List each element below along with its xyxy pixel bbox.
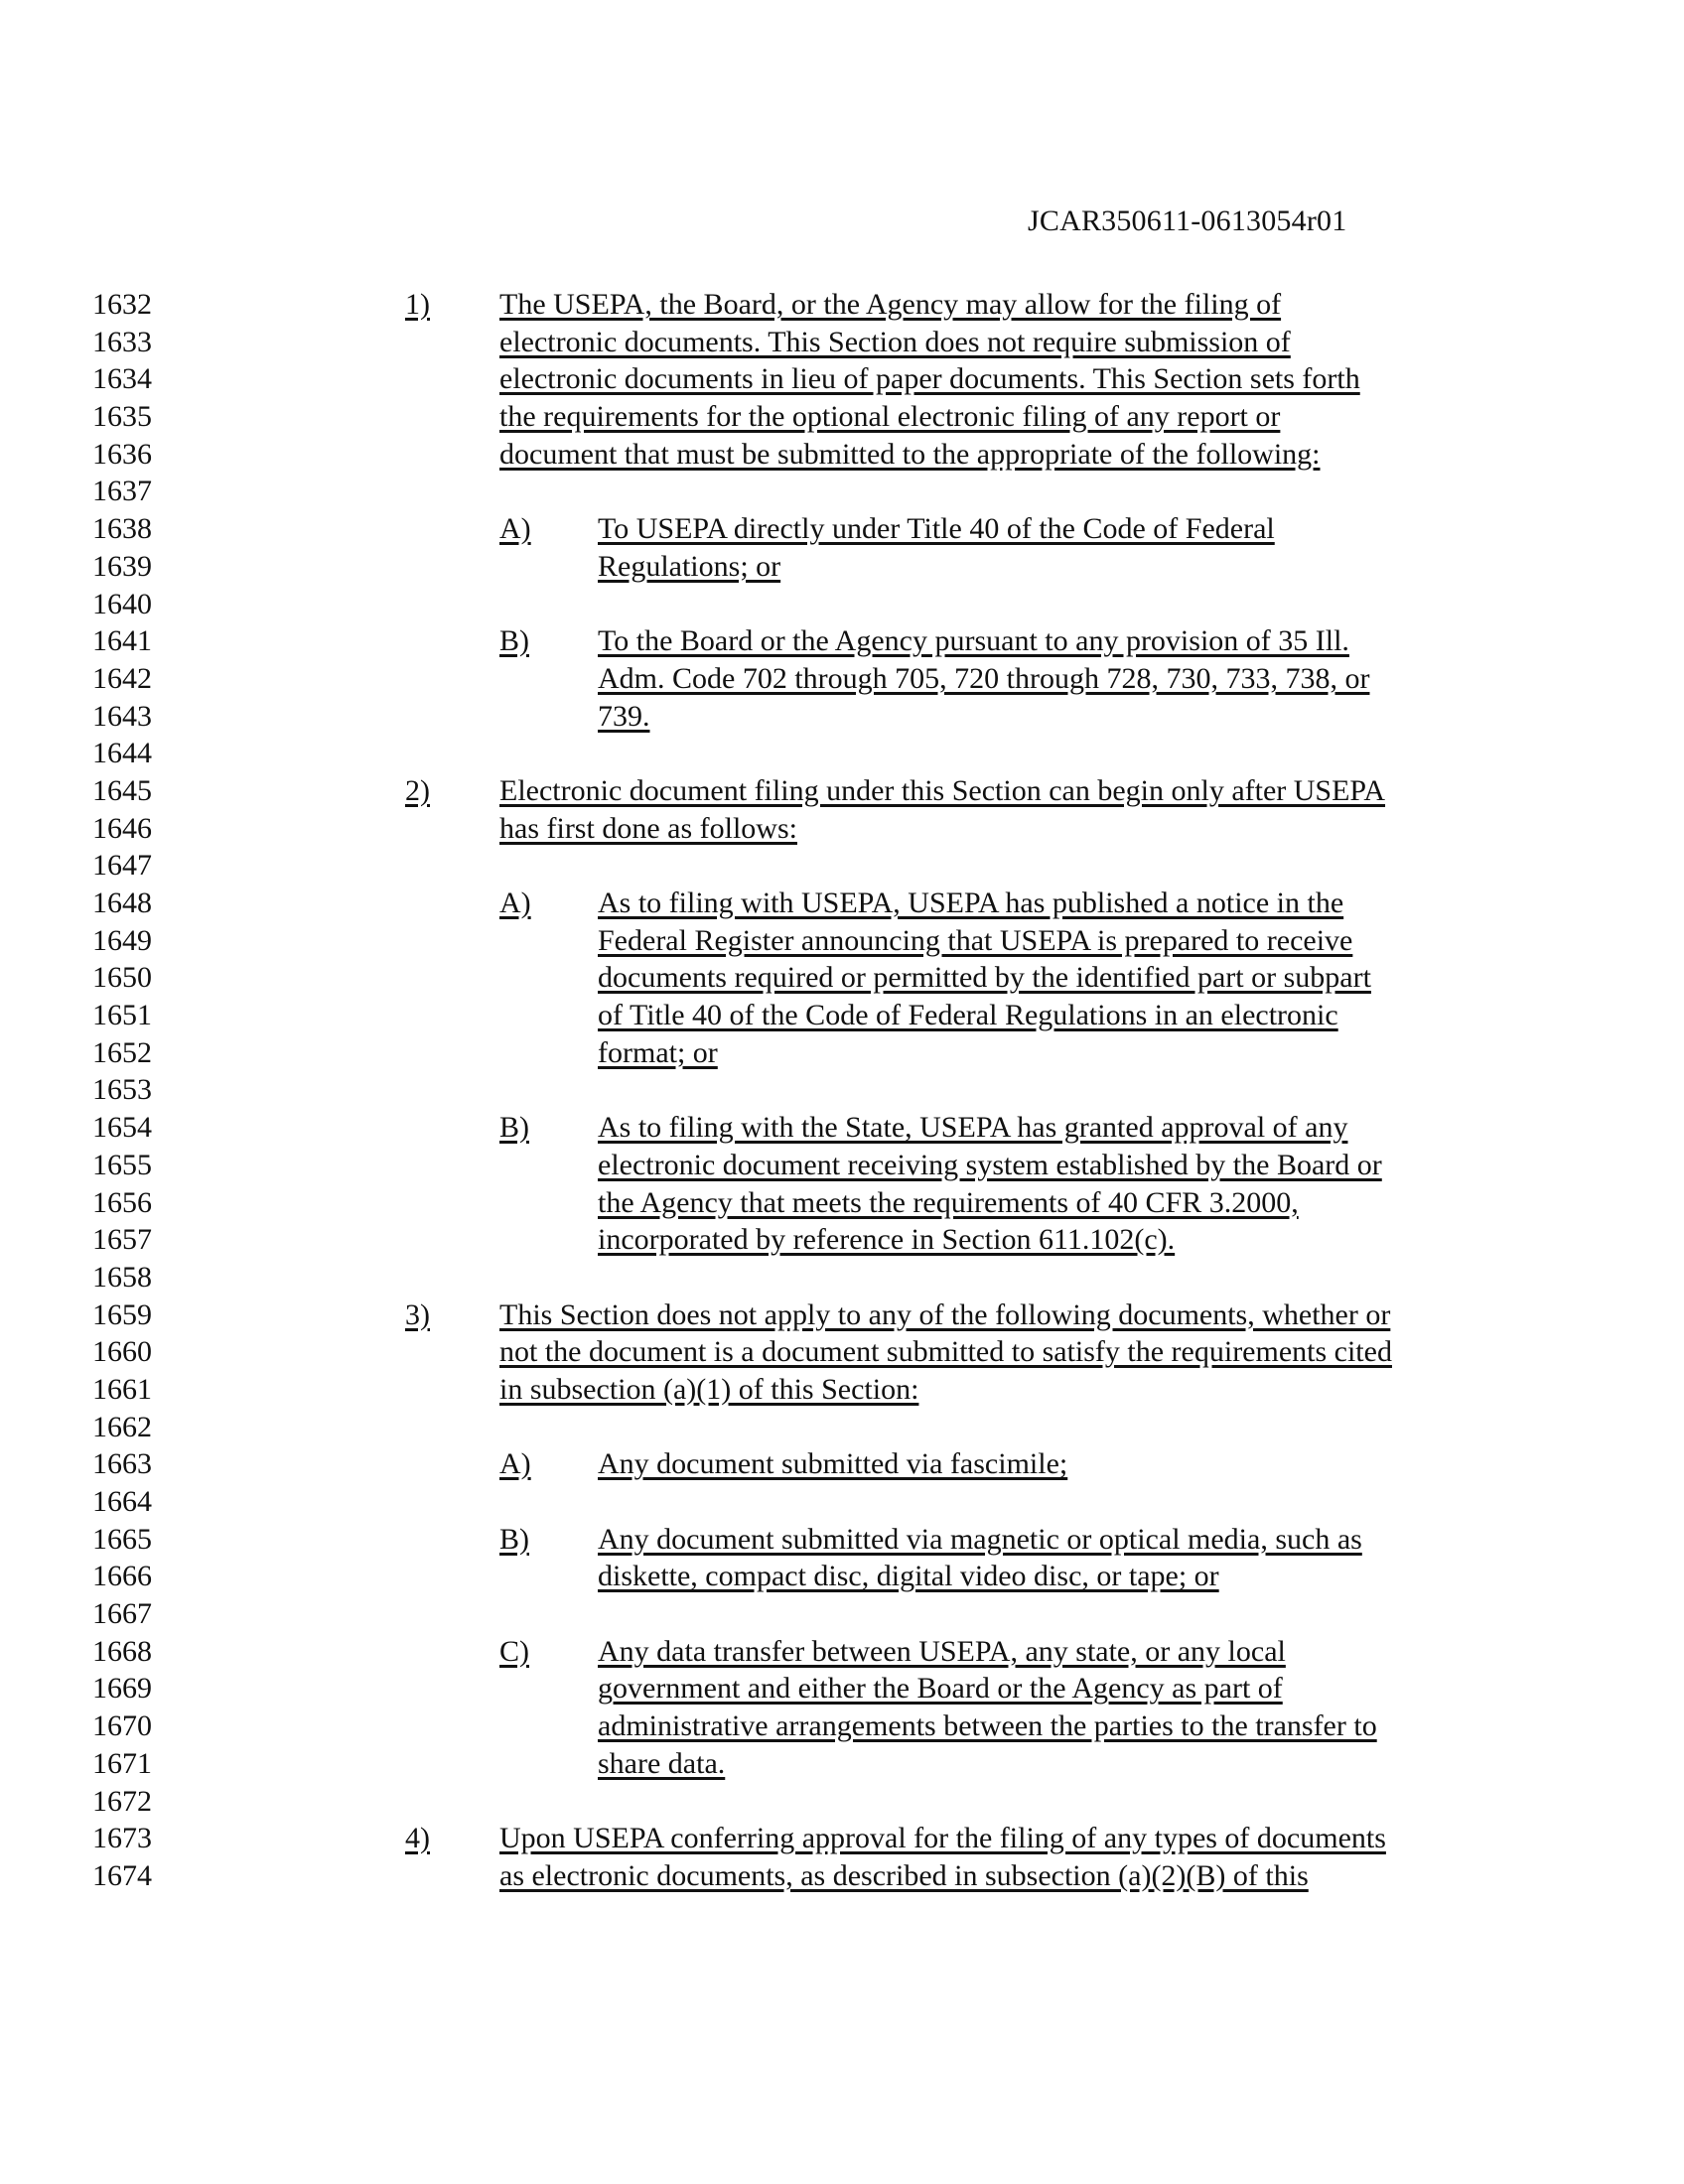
document-line: [0, 1445, 1684, 1483]
line-number: 1638: [92, 512, 152, 546]
document-line: [0, 847, 1684, 885]
document-line: [0, 1595, 1684, 1633]
document-line: [0, 1147, 1684, 1184]
line-text: Federal Register announcing that USEPA is prepared to receive: [598, 923, 1353, 957]
line-text: diskette, compact disc, digital video disc, or tape; or: [598, 1560, 1219, 1593]
line-text: in subsection (a)(1) of this Section:: [499, 1372, 919, 1406]
line-number: 1649: [92, 923, 152, 957]
document-line: [0, 772, 1684, 810]
document-id: JCAR350611-0613054r01: [1028, 205, 1347, 237]
line-text: To USEPA directly under Title 40 of the Code of Federal: [598, 512, 1275, 546]
document-line: [0, 473, 1684, 510]
line-text: document that must be submitted to the appropriate of the following:: [499, 437, 1321, 471]
line-number: 1637: [92, 475, 152, 508]
document-line: [0, 360, 1684, 398]
line-number: 1646: [92, 811, 152, 845]
document-line: [0, 586, 1684, 623]
document-line: [0, 324, 1684, 361]
line-number: 1660: [92, 1335, 152, 1369]
line-text: Regulations; or: [598, 549, 781, 583]
line-text: format; or: [598, 1035, 718, 1069]
document-line: [0, 1371, 1684, 1409]
line-text: Any data transfer between USEPA, any state, or any local: [598, 1634, 1286, 1668]
line-text: Any document submitted via magnetic or optical media, such as: [598, 1522, 1362, 1556]
line-number: 1635: [92, 400, 152, 434]
line-text: of Title 40 of the Code of Federal Regulations in an electronic: [598, 999, 1338, 1032]
document-line: [0, 1745, 1684, 1783]
line-number: 1656: [92, 1185, 152, 1219]
document-line: [0, 1297, 1684, 1334]
line-number: 1639: [92, 549, 152, 583]
line-number: 1670: [92, 1709, 152, 1743]
document-line: [0, 698, 1684, 736]
line-text: incorporated by reference in Section 611.102(c).: [598, 1223, 1176, 1257]
document-body: [0, 286, 1684, 1895]
line-number: 1657: [92, 1223, 152, 1257]
list-marker: 1): [405, 288, 430, 321]
document-line: [0, 1333, 1684, 1371]
document-line: [0, 997, 1684, 1034]
line-number: 1641: [92, 624, 152, 658]
document-line: [0, 1633, 1684, 1671]
line-text: not the document is a document submitted to satisfy the requirements cited: [499, 1335, 1392, 1369]
line-number: 1636: [92, 437, 152, 471]
line-number: 1668: [92, 1634, 152, 1668]
line-text: the requirements for the optional electronic filing of any report or: [499, 400, 1281, 434]
list-marker: A): [499, 512, 531, 546]
document-line: [0, 1670, 1684, 1707]
list-marker: 3): [405, 1297, 430, 1331]
line-text: 739.: [598, 699, 650, 733]
line-text: To the Board or the Agency pursuant to any provision of 35 Ill.: [598, 624, 1349, 658]
list-marker: A): [499, 887, 531, 919]
document-line: [0, 1783, 1684, 1821]
line-text: has first done as follows:: [499, 811, 797, 845]
line-number: 1632: [92, 288, 152, 321]
line-number: 1671: [92, 1746, 152, 1780]
list-marker: 4): [405, 1822, 430, 1855]
document-line: [0, 959, 1684, 997]
line-number: 1658: [92, 1260, 152, 1294]
document-line: [0, 1857, 1684, 1895]
line-number: 1664: [92, 1485, 152, 1518]
list-marker: B): [499, 1111, 529, 1145]
line-text: Any document submitted via fascimile;: [598, 1447, 1068, 1481]
line-number: 1644: [92, 737, 152, 770]
line-number: 1659: [92, 1297, 152, 1331]
line-number: 1652: [92, 1035, 152, 1069]
line-number: 1648: [92, 887, 152, 919]
line-number: 1640: [92, 587, 152, 620]
line-number: 1634: [92, 362, 152, 396]
line-text: electronic documents in lieu of paper documents. This Section sets forth: [499, 362, 1360, 396]
line-text: This Section does not apply to any of the following documents, whether or: [499, 1297, 1391, 1331]
document-line: [0, 398, 1684, 436]
line-number: 1661: [92, 1372, 152, 1406]
line-text: Electronic document filing under this Section can begin only after USEPA: [499, 773, 1386, 807]
line-text: share data.: [598, 1746, 726, 1780]
document-line: [0, 510, 1684, 548]
document-line: [0, 885, 1684, 922]
line-text: government and either the Board or the Agency as part of: [598, 1672, 1283, 1706]
line-number: 1642: [92, 661, 152, 695]
line-number: 1667: [92, 1597, 152, 1631]
document-line: [0, 735, 1684, 772]
line-number: 1655: [92, 1148, 152, 1181]
document-line: [0, 1558, 1684, 1595]
line-text: documents required or permitted by the identified part or subpart: [598, 961, 1371, 995]
document-line: [0, 1409, 1684, 1446]
document-line: [0, 1071, 1684, 1109]
line-text: the Agency that meets the requirements of 40 CFR 3.2000,: [598, 1185, 1299, 1219]
line-text: As to filing with the State, USEPA has granted approval of any: [598, 1111, 1348, 1145]
list-marker: 2): [405, 773, 430, 807]
document-line: [0, 548, 1684, 586]
line-number: 1651: [92, 999, 152, 1032]
document-line: [0, 1259, 1684, 1297]
line-text: electronic documents. This Section does not require submission of: [499, 325, 1291, 358]
list-marker: B): [499, 624, 529, 658]
line-number: 1653: [92, 1073, 152, 1107]
line-number: 1663: [92, 1447, 152, 1481]
line-number: 1672: [92, 1784, 152, 1818]
document-line: [0, 1034, 1684, 1072]
line-text: Upon USEPA conferring approval for the filing of any types of documents: [499, 1822, 1386, 1855]
document-line: [0, 1483, 1684, 1521]
line-text: as electronic documents, as described in subsection (a)(2)(B) of this: [499, 1858, 1309, 1892]
document-line: [0, 810, 1684, 848]
document-line: [0, 286, 1684, 324]
document-line: [0, 622, 1684, 660]
line-text: electronic document receiving system established by the Board or: [598, 1148, 1382, 1181]
line-text: Adm. Code 702 through 705, 720 through 728, 730, 733, 738, or: [598, 661, 1370, 695]
document-line: [0, 1109, 1684, 1147]
list-marker: B): [499, 1522, 529, 1556]
document-line: [0, 1221, 1684, 1259]
line-number: 1662: [92, 1410, 152, 1443]
list-marker: A): [499, 1447, 531, 1481]
line-number: 1673: [92, 1822, 152, 1855]
line-number: 1647: [92, 849, 152, 883]
line-number: 1669: [92, 1672, 152, 1706]
line-number: 1665: [92, 1522, 152, 1556]
line-text: administrative arrangements between the parties to the transfer to: [598, 1709, 1377, 1743]
line-text: The USEPA, the Board, or the Agency may allow for the filing of: [499, 288, 1282, 321]
document-line: [0, 1521, 1684, 1559]
document-line: [0, 436, 1684, 474]
document-line: [0, 660, 1684, 698]
document-line: [0, 1707, 1684, 1745]
line-number: 1645: [92, 773, 152, 807]
list-marker: C): [499, 1634, 529, 1668]
line-number: 1666: [92, 1560, 152, 1593]
document-line: [0, 922, 1684, 960]
line-number: 1654: [92, 1111, 152, 1145]
line-number: 1633: [92, 325, 152, 358]
document-line: [0, 1184, 1684, 1222]
line-number: 1674: [92, 1858, 152, 1892]
document-line: [0, 1820, 1684, 1857]
line-text: As to filing with USEPA, USEPA has published a notice in the: [598, 887, 1344, 919]
line-number: 1643: [92, 699, 152, 733]
line-number: 1650: [92, 961, 152, 995]
